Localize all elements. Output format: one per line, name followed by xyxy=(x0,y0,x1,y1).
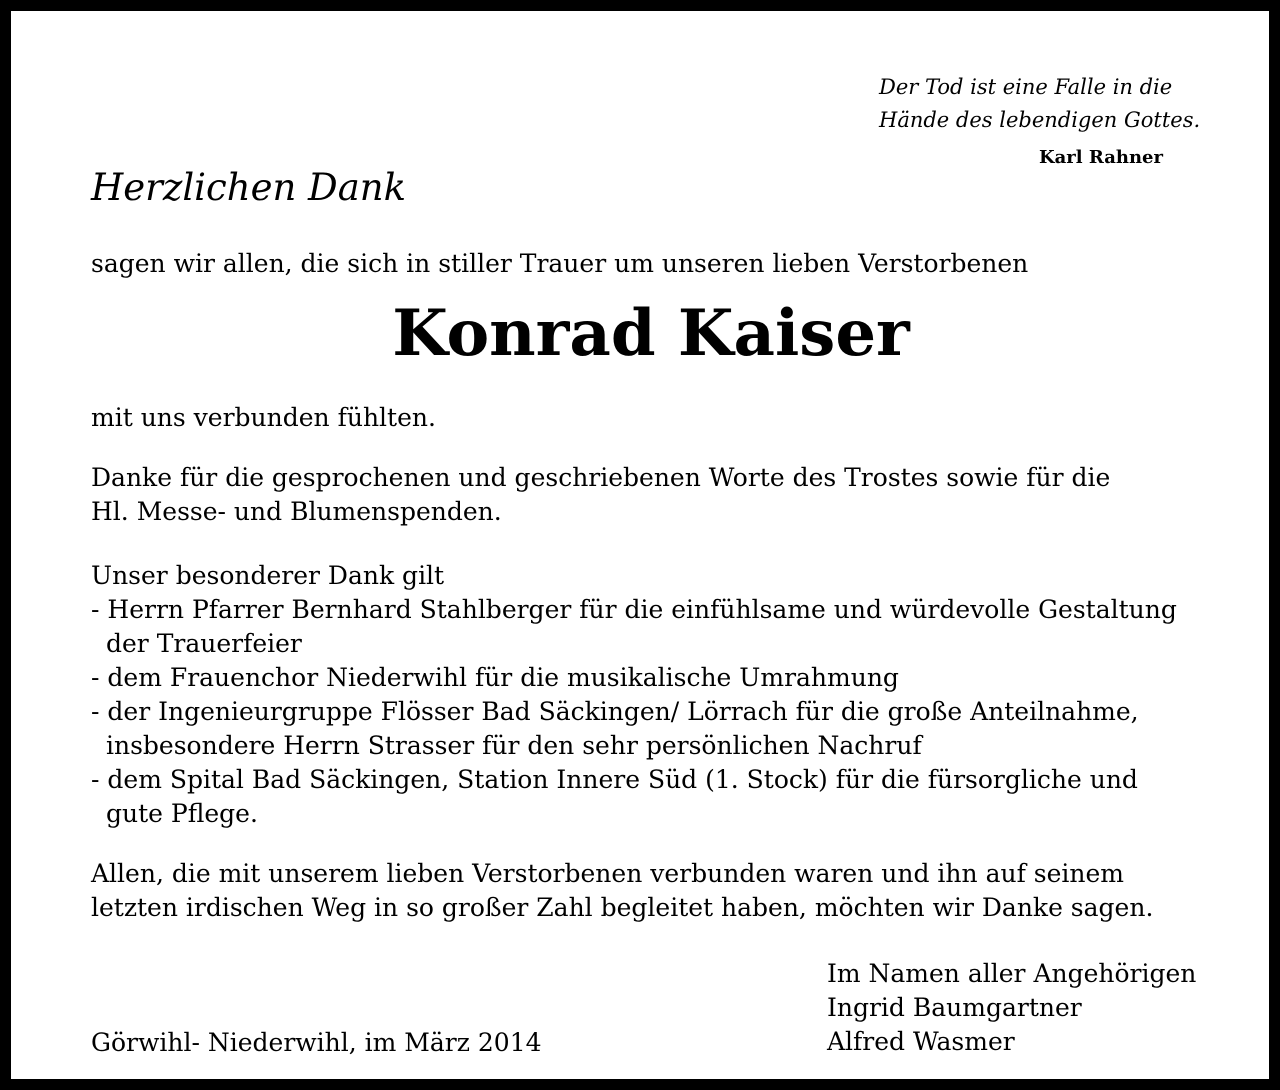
signature-block xyxy=(827,957,1196,1059)
special-thanks-list xyxy=(91,593,1177,831)
special-thanks xyxy=(91,559,1177,831)
list-item-line: insbesondere Herrn Strasser für den sehr persönlichen Nachruf xyxy=(106,731,922,760)
quote-author: Karl Rahner xyxy=(1038,147,1163,168)
quote xyxy=(879,71,1200,137)
intro-text: sagen wir allen, die sich in stiller Trauer um unseren lieben Verstorbenen xyxy=(91,249,1029,278)
closing-paragraph xyxy=(91,857,1153,925)
quote-line: Hände des lebendigen Gottes. xyxy=(879,108,1201,132)
list-item-line: gute Pflege. xyxy=(106,799,258,828)
signature-line: Im Namen aller Angehörigen xyxy=(827,959,1197,988)
list-item-line: - Herrn Pfarrer Bernhard Stahlberger für die einfühlsame und würdevolle Gestaltung xyxy=(91,595,1177,624)
list-item-line: - dem Spital Bad Säckingen, Station Innere Süd (1. Stock) für die fürsorgliche und xyxy=(91,765,1138,794)
deceased-name: Konrad Kaiser xyxy=(392,296,910,371)
after-name-text: mit uns verbunden fühlten. xyxy=(91,403,436,432)
list-item-line: der Trauerfeier xyxy=(106,629,302,658)
signature-name: Alfred Wasmer xyxy=(827,1027,1015,1056)
paragraph-line: Allen, die mit unserem lieben Verstorbenen verbunden waren und ihn auf seinem xyxy=(91,859,1124,888)
heading: Herzlichen Dank xyxy=(91,166,407,209)
signature-name: Ingrid Baumgartner xyxy=(827,993,1082,1022)
list-item-line: - dem Frauenchor Niederwihl für die musikalische Umrahmung xyxy=(91,663,899,692)
place-date: Görwihl- Niederwihl, im März 2014 xyxy=(91,1028,542,1057)
list-item xyxy=(91,695,1177,763)
thanks-paragraph xyxy=(91,461,1110,529)
list-item-line: - der Ingenieurgruppe Flösser Bad Säckingen/ Lörrach für die große Anteilnahme, xyxy=(91,697,1139,726)
paragraph-line: Hl. Messe- und Blumenspenden. xyxy=(91,497,502,526)
paragraph-line: Danke für die gesprochenen und geschriebenen Worte des Trostes sowie für die xyxy=(91,463,1111,492)
list-item xyxy=(91,763,1177,831)
paragraph-line: letzten irdischen Weg in so großer Zahl begleitet haben, möchten wir Danke sagen. xyxy=(91,893,1154,922)
special-thanks-intro: Unser besonderer Dank gilt xyxy=(91,561,445,590)
list-item xyxy=(91,661,1177,695)
quote-line: Der Tod ist eine Falle in die xyxy=(879,75,1173,99)
list-item xyxy=(91,593,1177,661)
